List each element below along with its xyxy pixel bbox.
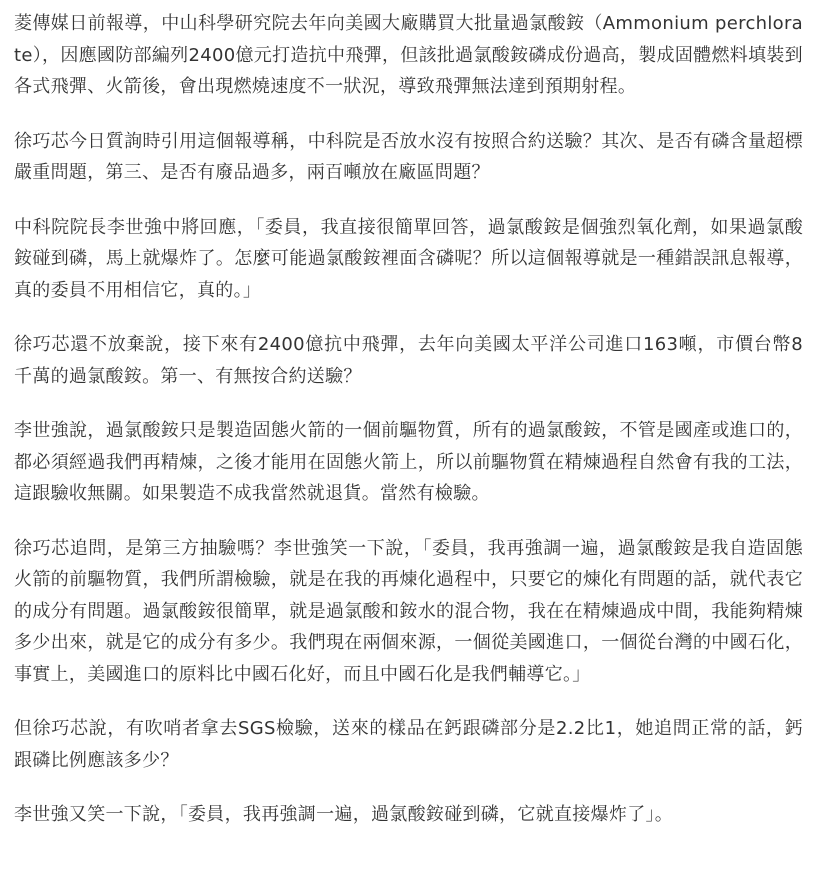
paragraph-6: 徐巧芯追問，是第三方抽驗嗎？李世強笑一下說，「委員，我再強調一遍，過氯酸銨是我自造固態火箭的前驅物質，我們所謂檢驗，就是在我的再煉化過程中，只要它的煉化有問題的話，就代表它的成分有問題。過氯酸銨很簡單，就是過氯酸和銨水的混合物，我在在精煉過成中間，我能夠精煉多少出來，就是它的成分有多少。我們現在兩個來源，一個從美國進口，一個從台灣的中國石化，事實上，美國進口的原料比中國石化好，而且中國石化是我們輔導它。」 bbox=[14, 537, 803, 685]
paragraph-2: 徐巧芯今日質詢時引用這個報導稱，中科院是否放水沒有按照合約送驗？其次、是否有磷含量超標嚴重問題，第三、是否有廢品過多，兩百噸放在廠區問題？ bbox=[14, 130, 803, 183]
paragraph-8: 李世強又笑一下說，「委員，我再強調一遍，過氯酸銨碰到磷，它就直接爆炸了」。 bbox=[14, 804, 674, 825]
paragraph-7: 但徐巧芯說，有吹哨者拿去SGS檢驗，送來的樣品在鈣跟磷部分是2.2比1，她追問正常的話，鈣跟磷比例應該多少？ bbox=[14, 718, 803, 771]
paragraph-5: 李世強說，過氯酸銨只是製造固態火箭的一個前驅物質，所有的過氯酸銨，不管是國產或進口的，都必須經過我們再精煉，之後才能用在固態火箭上，所以前驅物質在精煉過程自然會有我的工法，這跟驗收無關。如果製造不成我當然就退貨。當然有檢驗。 bbox=[14, 420, 803, 504]
paragraph-4: 徐巧芯還不放棄說，接下來有2400億抗中飛彈，去年向美國太平洋公司進口163噸，市價台幣8千萬的過氯酸銨。第一、有無按合約送驗？ bbox=[14, 334, 803, 387]
paragraph-1: 菱傳媒日前報導，中山科學研究院去年向美國大廠購買大批量過氯酸銨（Ammonium perchlorate），因應國防部編列2400億元打造抗中飛彈，但該批過氯酸銨磷成份過高，製成固體燃料填裝到各式飛彈、火箭後，會出現燃燒速度不一狀況，導致飛彈無法達到預期射程。 bbox=[14, 13, 803, 97]
paragraph-3: 中科院院長李世強中將回應，「委員，我直接很簡單回答，過氯酸銨是個強烈氧化劑，如果過氯酸銨碰到磷，馬上就爆炸了。怎麼可能過氯酸銨裡面含磷呢？所以這個報導就是一種錯誤訊息報導，真的委員不用相信它，真的。」 bbox=[14, 216, 803, 301]
